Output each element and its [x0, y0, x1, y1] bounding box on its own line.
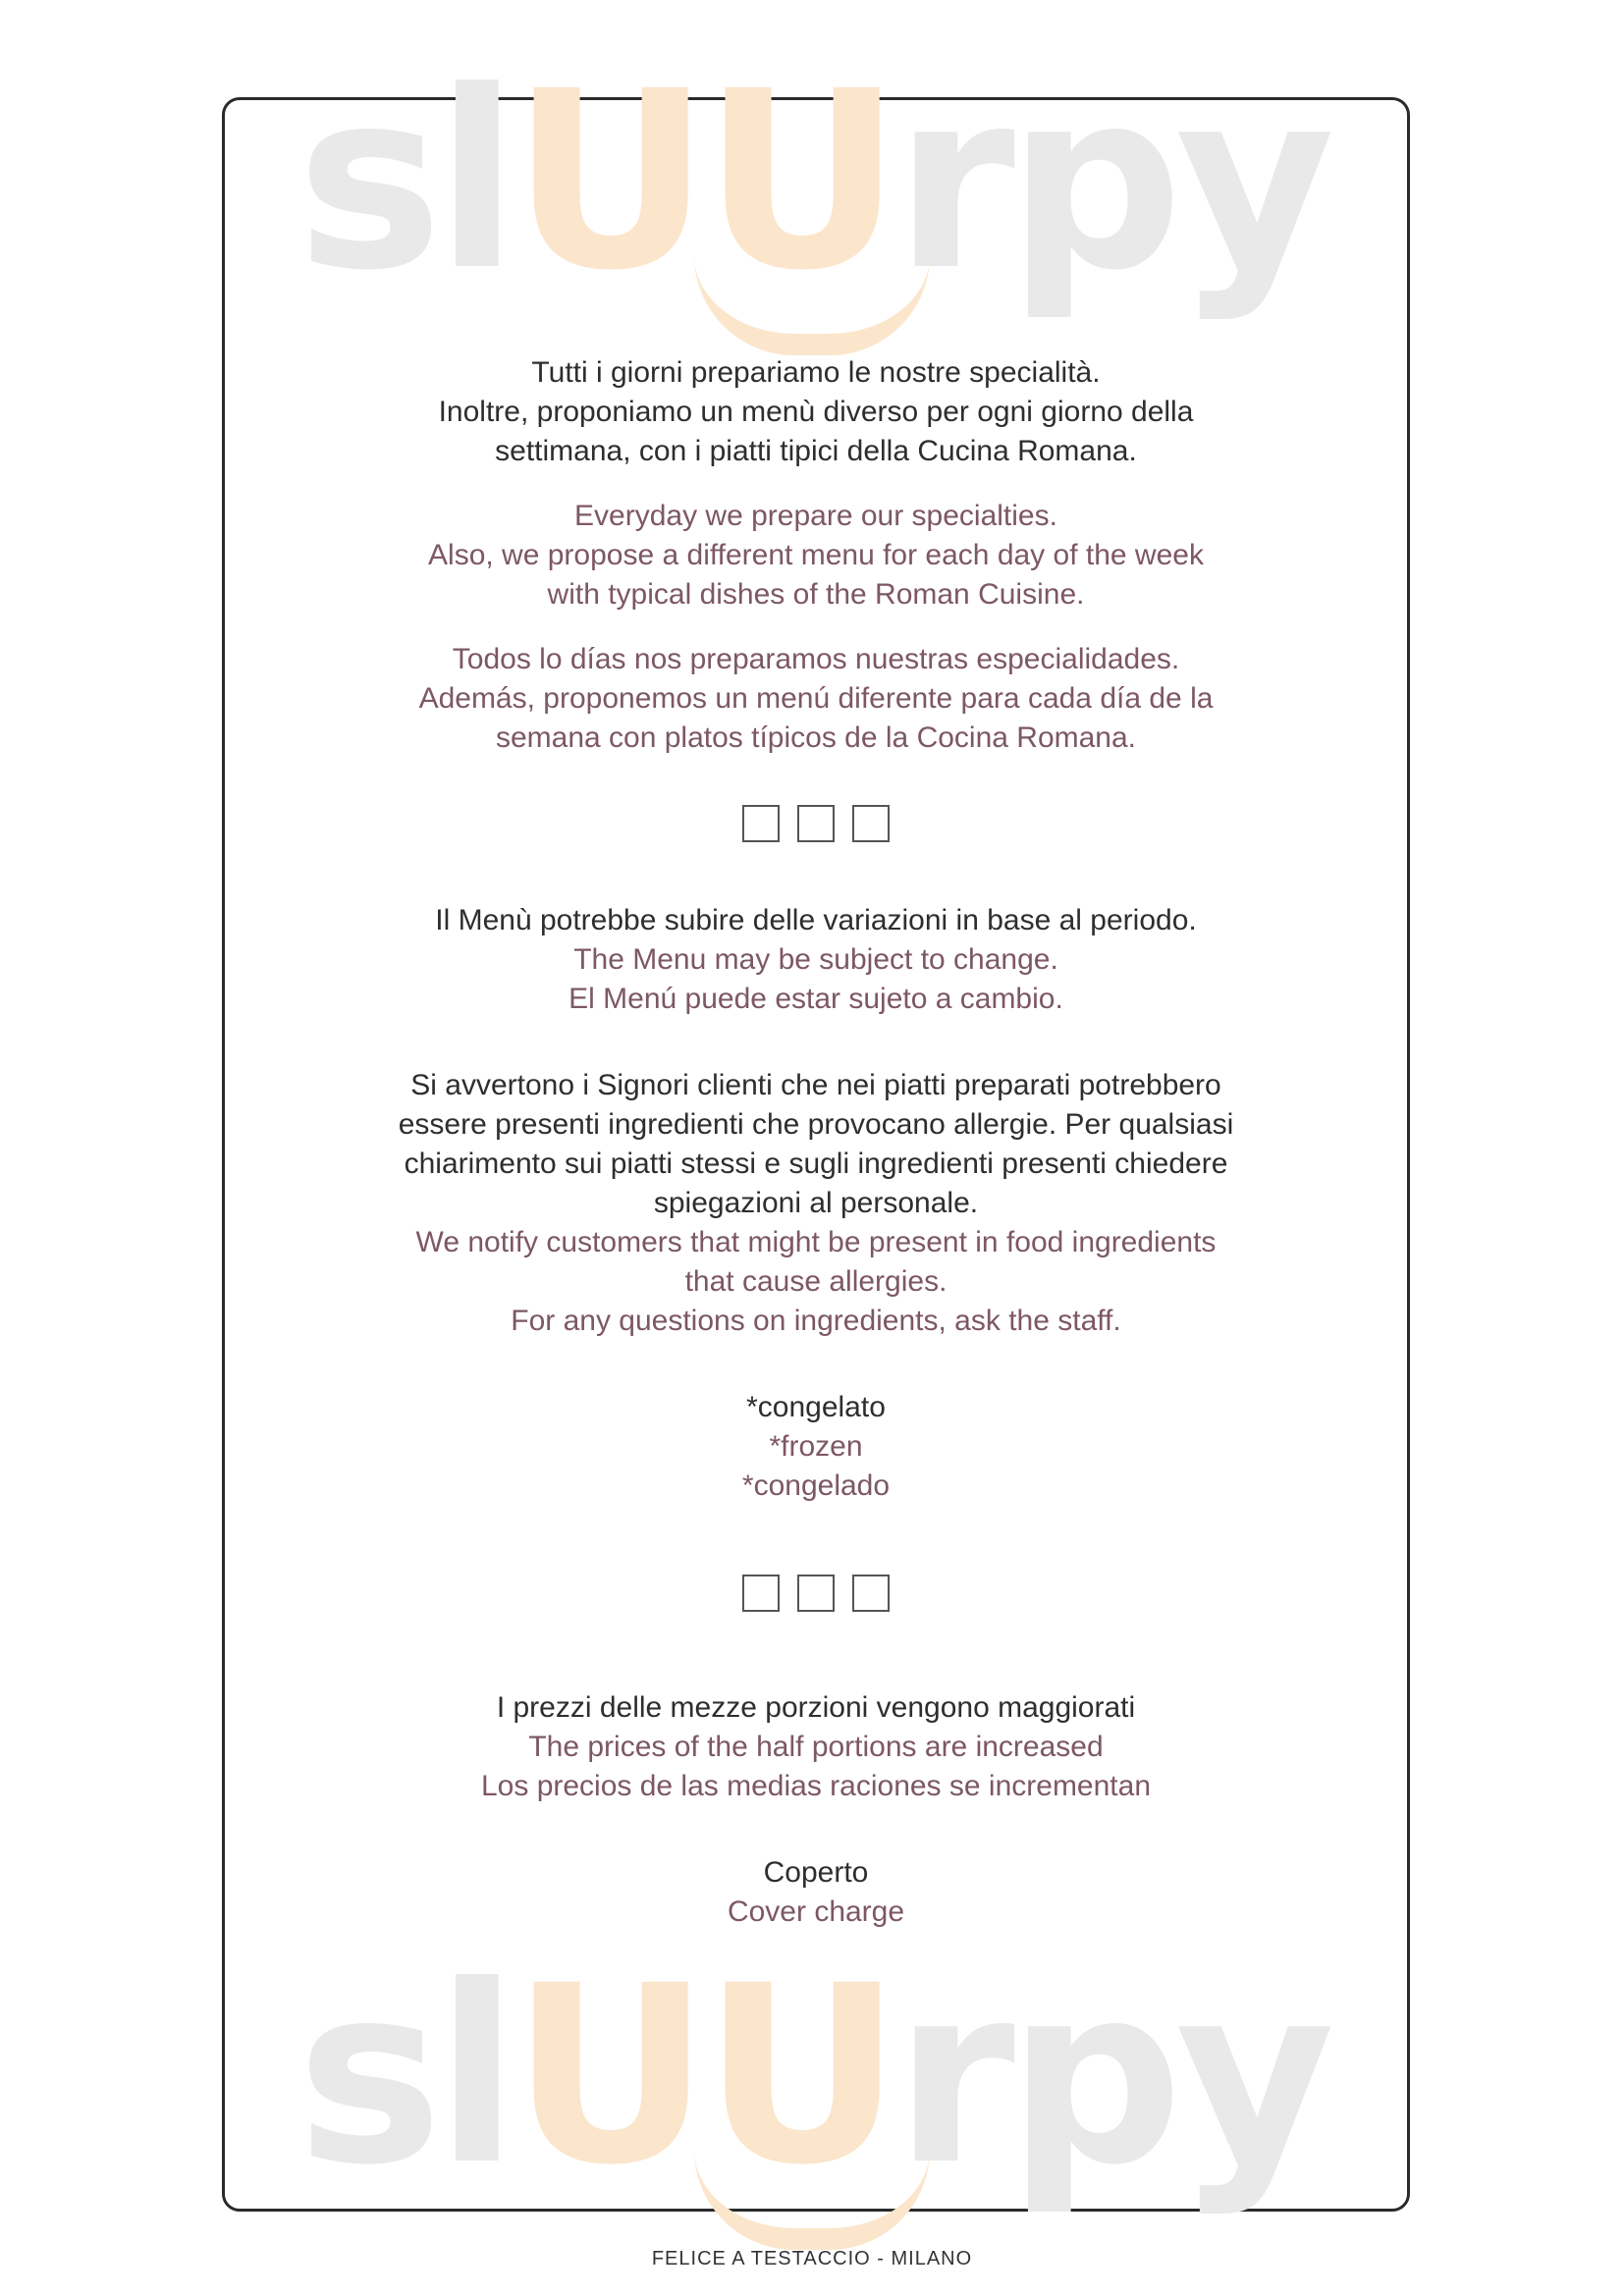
intro-it-line: settimana, con i piatti tipici della Cucina Romana.	[495, 435, 1137, 467]
frozen-block	[222, 1388, 1410, 1506]
intro-es-line: semana con platos típicos de la Cocina Romana.	[495, 721, 1137, 754]
variations-es: El Menú puede estar sujeto a cambio.	[568, 983, 1063, 1015]
intro-en-block	[222, 497, 1410, 614]
separator-boxes-1	[222, 805, 1410, 842]
half-portions-en: The prices of the half portions are increased	[528, 1731, 1104, 1763]
half-portions-block	[222, 1688, 1410, 1806]
allergies-it-line: essere presenti ingredienti che provocano allergie. Per qualsiasi	[398, 1108, 1234, 1141]
variations-block	[222, 901, 1410, 1019]
allergies-block	[222, 1066, 1410, 1341]
allergies-en-line: We notify customers that might be present in food ingredients	[415, 1226, 1217, 1258]
frozen-it: *congelato	[746, 1391, 886, 1423]
variations-en: The Menu may be subject to change.	[573, 943, 1058, 976]
cover-it: Coperto	[763, 1856, 869, 1889]
intro-it-line: Tutti i giorni prepariamo le nostre specialità.	[531, 356, 1101, 389]
watermark-bottom: slUUrpy	[297, 1933, 1327, 2218]
allergies-en-line: that cause allergies.	[684, 1265, 947, 1298]
intro-es-line: Además, proponemos un menú diferente para cada día de la	[418, 682, 1214, 715]
separator-box	[797, 805, 835, 842]
separator-box	[797, 1575, 835, 1612]
menu-notes	[222, 0, 1410, 2296]
separator-box	[742, 1575, 780, 1612]
half-portions-es: Los precios de las medias raciones se incrementan	[480, 1770, 1152, 1802]
intro-en-line: Everyday we prepare our specialties.	[574, 500, 1057, 532]
cover-block	[222, 1853, 1410, 1932]
intro-en-line: Also, we propose a different menu for each day of the week	[428, 539, 1204, 571]
intro-it-line: Inoltre, proponiamo un menù diverso per ogni giorno della	[438, 396, 1194, 428]
separator-box	[852, 1575, 890, 1612]
allergies-it-line: spiegazioni al personale.	[653, 1187, 979, 1219]
frozen-es: *congelado	[741, 1469, 891, 1502]
intro-es-line: Todos lo días nos preparamos nuestras especialidades.	[452, 643, 1180, 675]
half-portions-it: I prezzi delle mezze porzioni vengono maggiorati	[496, 1691, 1136, 1724]
intro-es-block	[222, 640, 1410, 758]
separator-box	[742, 805, 780, 842]
intro-block	[222, 353, 1410, 471]
separator-boxes-2	[222, 1575, 1410, 1612]
watermark-top: slUUrpy	[297, 38, 1327, 324]
variations-it: Il Menù potrebbe subire delle variazioni in base al periodo.	[435, 904, 1197, 936]
cover-en: Cover charge	[727, 1896, 905, 1928]
allergies-it-line: chiarimento sui piatti stessi e sugli ingredienti presenti chiedere	[404, 1148, 1228, 1180]
intro-en-line: with typical dishes of the Roman Cuisine.	[547, 578, 1085, 611]
allergies-it-line: Si avvertono i Signori clienti che nei piatti preparati potrebbero	[410, 1069, 1221, 1101]
allergies-en-line: For any questions on ingredients, ask the staff.	[511, 1305, 1121, 1337]
frozen-en: *frozen	[769, 1430, 863, 1463]
separator-box	[852, 805, 890, 842]
footer-restaurant-name: FELICE A TESTACCIO - MILANO	[651, 2248, 973, 2269]
